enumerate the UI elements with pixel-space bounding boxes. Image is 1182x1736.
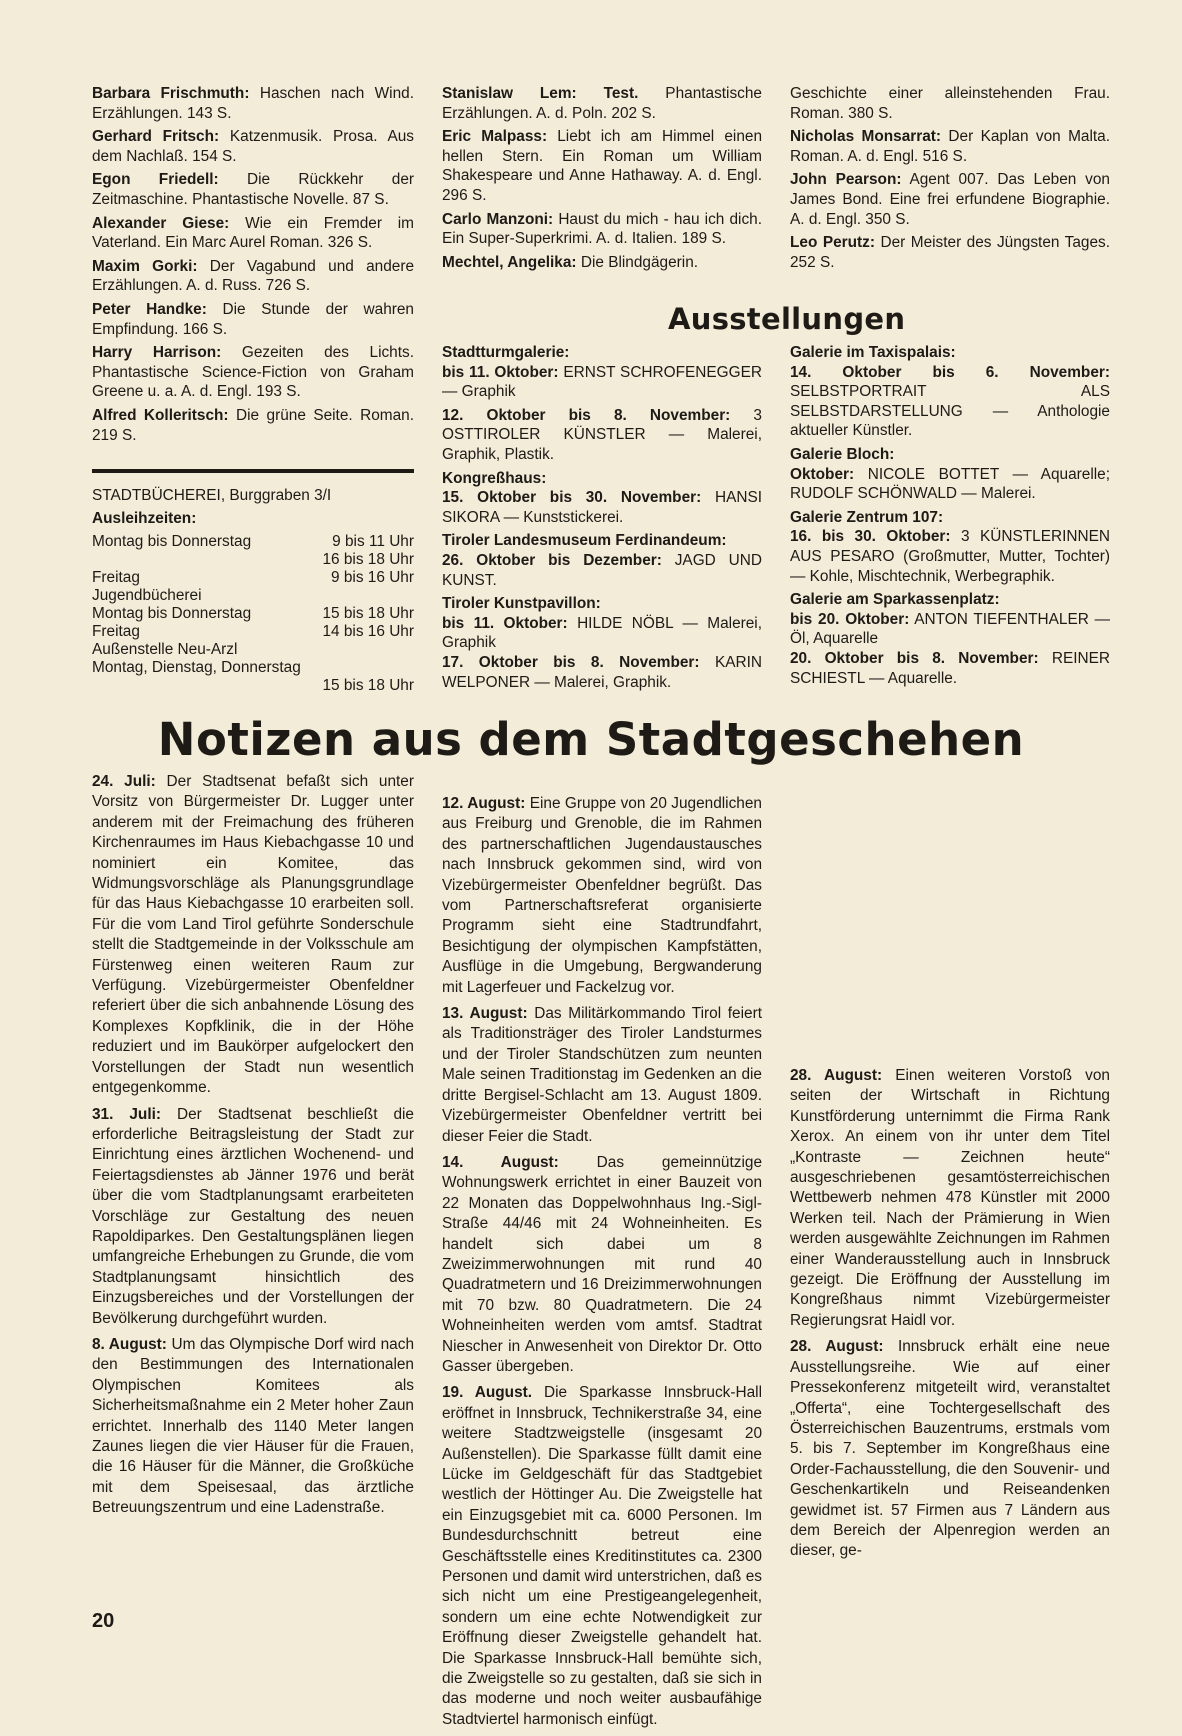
library-hours-heading: Ausleihzeiten:	[92, 510, 197, 527]
notices-column-2	[442, 794, 762, 1736]
library-row: 15 bis 18 Uhr	[322, 677, 414, 694]
exhibition-entry: Tiroler Kunstpavillon: bis 11. Oktober: HILDE NÖBL — Malerei, Graphik 17. Oktober bis 8. November: KARIN WELPONER — Malerei, Graphik.	[442, 595, 763, 691]
book-entry: Peter Handke: Die Stunde der wahren Empfindung. 166 S.	[92, 300, 414, 338]
book-entry: Eric Malpass: Liebt ich am Himmel einen hellen Stern. Ein Roman um William Shakespeare und Anne Hathaway. A. d. Engl. 296 S.	[442, 128, 762, 204]
library-row: Freitag 9 bis 16 Uhr	[92, 569, 414, 586]
library-row: Montag bis Donnerstag 9 bis 11 Uhr	[92, 533, 414, 550]
book-entry: Alfred Kolleritsch: Die grüne Seite. Roman. 219 S.	[92, 406, 414, 444]
book-entry: Harry Harrison: Gezeiten des Lichts. Phantastische Science-Fiction von Graham Greene u. a. A. d. Engl. 193 S.	[92, 344, 414, 401]
exhibition-entry: Galerie am Sparkassenplatz: bis 20. Oktober: ANTON TIEFENTHALER — Öl, Aquarelle 20. Oktober bis 8. November: REINER SCHIESTL — Aquarelle.	[790, 591, 1110, 687]
exhibition-entry: Kongreßhaus: 15. Oktober bis 30. November: HANSI SIKORA — Kunststickerei.	[442, 469, 762, 526]
book-entry: Nicholas Monsarrat: Der Kaplan von Malta. Roman. A. d. Engl. 516 S.	[790, 128, 1110, 165]
library-row: Jugendbücherei	[92, 587, 202, 604]
library-row: Montag, Dienstag, Donnerstag	[92, 659, 301, 676]
book-entry: Leo Perutz: Der Meister des Jüngsten Tages. 252 S.	[790, 234, 1110, 271]
book-entry: Maxim Gorki: Der Vagabund und andere Erzählungen. A. d. Russ. 726 S.	[92, 257, 415, 295]
book-column-1	[92, 84, 414, 449]
exhibition-entry: Galerie Bloch: Oktober: NICOLE BOTTET — Aquarelle; RUDOLF SCHÖNWALD — Malerei.	[790, 445, 1110, 503]
exhibition-entry: Stadtturmgalerie: bis 11. Oktober: ERNST SCHROFENEGGER — Graphik	[442, 344, 763, 401]
book-column-3	[790, 84, 1110, 276]
library-title: STADTBÜCHEREI, Burggraben 3/I	[92, 487, 332, 504]
book-entry: Gerhard Fritsch: Katzenmusik. Prosa. Aus dem Nachlaß. 154 S.	[92, 128, 414, 165]
page-number: 20	[92, 1610, 115, 1632]
notice-entry: 19. August. Die Sparkasse Innsbruck-Hall eröffnet in Innsbruck, Technikerstraße 34, eine weitere Stadtzweigstelle (insgesamt 20 Außenstellen). Die Sparkasse füllt damit eine Lücke im Geldgeschäft für das Stadtgebiet westlich der Höttinger Au. Die Zweigstelle hat ein Einzugsgebiet mit ca. 6000 Personen. Im Bundesdurchschnitt betreut eine Geschäftsstelle eines Kreditinstitutes ca. 2300 Personen und damit wird unterstrichen, daß es sich nicht um eine Prestigeangelegenheit, sondern um eine echte Notwendigkeit zur Eröffnung dieser Zweigstelle gehandelt hat. Die Sparkasse Innsbruck-Hall bemühte sich, die Zweigstelle so zu gestalten, daß sie sich in das moderne und noch weiter ausbaufähige Stadtviertel harmonisch einfügt.	[442, 1384, 762, 1728]
notice-entry: 24. Juli: Der Stadtsenat befaßt sich unter Vorsitz von Bürgermeister Dr. Lugger unter anderem mit der Freimachung des früheren Kirchenraumes im Haus Kiebachgasse 10 und nominiert ein Komitee, das Widmungsvorschläge als Planungsgrundlage für das Haus Kiebachgasse 10 erarbeiten soll. Für die vom Land Tirol geführte Sonderschule stellt die Stadtgemeinde in der Volksschule am Fürstenweg einen weiteren Raum zur Verfügung. Vizebürgermeister Obenfeldner referiert über die sich anbahnende Lösung des Komplexes Kopfklinik, die in der Höhe reduziert und im Baukörper aufgelockert den Vorstellungen der Stadt nun wesentlich entgegenkomme.	[92, 773, 414, 1097]
library-row: Freitag 14 bis 16 Uhr	[92, 623, 414, 640]
notice-entry: 28. August: Innsbruck erhält eine neue Ausstellungsreihe. Wie auf einer Pressekonferenz mitgeteilt wird, veranstaltet „Offerta“, eine Tochtergesellschaft des Österreichischen Bauzentrums, erstmals vom 5. bis 7. September im Kongreßhaus eine Order-Fachausstellung, die den Souvenir- und Geschenkartikeln und Reiseandenken gewidmet ist. 57 Firmen aus 7 Ländern aus dem Bereich der Alpenregion werden an dieser, ge-	[790, 1338, 1110, 1560]
exhibitions-heading: Ausstellungen	[668, 302, 906, 336]
book-entry: Egon Friedell: Die Rückkehr der Zeitmaschine. Phantastische Novelle. 87 S.	[92, 171, 415, 208]
book-entry: Barbara Frischmuth: Haschen nach Wind. Erzählungen. 143 S.	[92, 85, 415, 122]
exhibitions-column-2	[790, 343, 1110, 692]
library-row: 16 bis 18 Uhr	[322, 551, 414, 568]
exhibition-entry: 12. Oktober bis 8. November: 3 OSTTIROLER KÜNSTLER — Malerei, Graphik, Plastik.	[442, 406, 762, 463]
notices-column-1	[92, 772, 414, 1525]
notices-heading: Notizen aus dem Stadtgeschehen	[157, 713, 1025, 766]
library-row: Montag bis Donnerstag 15 bis 18 Uhr	[92, 605, 414, 622]
book-entry: Alexander Giese: Wie ein Fremder im Vaterland. Ein Marc Aurel Roman. 326 S.	[92, 214, 414, 252]
notice-entry: 8. August: Um das Olympische Dorf wird nach den Bestimmungen des Internationalen Olympischen Komitees als Sicherheitsmaßnahme ein 2 Meter hoher Zaun errichtet. Innerhalb des 1140 Meter langen Zaunes liegen die vier Häuser für die Frauen, die 16 Häuser für die Männer, die Großküche mit dem Speisesaal, das ärztliche Betreuungszentrum und eine Ladenstraße.	[92, 1335, 414, 1517]
exhibition-entry: Galerie im Taxispalais: 14. Oktober bis 6. November: SELBSTPORTRAIT ALS SELBSTDARSTELLUNG — Anthologie aktueller Künstler.	[790, 344, 1110, 440]
book-entry: Stanislaw Lem: Test. Phantastische Erzählungen. A. d. Poln. 202 S.	[442, 85, 762, 122]
notice-entry: 14. August: Das gemeinnützige Wohnungswerk errichtet in einer Bauzeit von 22 Monaten das Doppelwohnhaus Ing.-Sigl-Straße 44/46 mit 24 Wohneinheiten. Es handelt sich dabei um 8 Zweizimmerwohnungen mit rund 40 Quadratmetern und 16 Dreizimmerwohnungen mit 70 bzw. 80 Quadratmetern. Die 24 Wohneinheiten werden vom amtsf. Stadtrat Niescher in Anwesenheit von Direktor Dr. Otto Gasser übergeben.	[442, 1153, 762, 1375]
exhibition-entry: Galerie Zentrum 107: 16. bis 30. Oktober: 3 KÜNSTLERINNEN AUS PESARO (Großmutter, Mutter, Tochter) — Kohle, Mischtechnik, Werbegraphik.	[790, 508, 1110, 585]
book-entry: Geschichte einer alleinstehenden Frau. Roman. 380 S.	[790, 85, 1110, 122]
book-column-2	[442, 84, 762, 276]
book-entry: Mechtel, Angelika: Die Blindgägerin.	[442, 253, 699, 271]
divider	[92, 469, 414, 473]
notice-entry: 28. August: Einen weiteren Vorstoß von seiten der Wirtschaft in Richtung Kunstförderung unternimmt die Firma Rank Xerox. An einem von ihr unter dem Titel „Kontraste — Zeichnen heute“ ausgeschriebenen gesamtösterreichischen Wettbewerb nehmen 478 Künstler mit 2000 Werken teil. Nach der Prämierung in Wien werden ausgewählte Zeichnungen im Rahmen einer Wanderausstellung auch in Innsbruck gezeigt. Die Eröffnung der Ausstellung im Kongreßhaus nimmt Vizebürgermeister Regierungsrat Haidl vor.	[790, 1067, 1110, 1329]
notices-column-3	[790, 1066, 1110, 1568]
book-entry: John Pearson: Agent 007. Das Leben von James Bond. Eine frei erfundene Biographie. A. d. Engl. 350 S.	[790, 171, 1110, 228]
book-entry: Carlo Manzoni: Haust du mich - hau ich dich. Ein Super-Superkrimi. A. d. Italien. 189 S.	[442, 210, 762, 248]
library-row: Außenstelle Neu-Arzl	[92, 641, 238, 658]
notice-entry: 13. August: Das Militärkommando Tirol feiert als Traditionsträger des Tiroler Landsturmes und der Tiroler Standschützen zum neunten Male seinen Traditionstag im Gedenken an die dritte Bergisel-Schlacht am 13. August 1809. Vizebürgermeister Obenfeldner vertritt bei dieser Feier die Stadt.	[442, 1005, 762, 1145]
library-info	[92, 487, 414, 695]
exhibition-entry: Tiroler Landesmuseum Ferdinandeum: 26. Oktober bis Dezember: JAGD UND KUNST.	[442, 532, 762, 589]
exhibitions-column-1	[442, 343, 762, 696]
notice-entry: 12. August: Eine Gruppe von 20 Jugendlichen aus Freiburg und Grenoble, die im Rahmen des partnerschaftlichen Jugendaustausches nach Innsbruck gekommen sind, wird von Vizebürgermeister Obenfeldner begrüßt. Das vom Partnerschaftsreferat organisierte Programm sieht eine Stadtrundfahrt, Besichtigung der olympischen Kampfstätten, Ausflüge in die Umgebung, Bergwanderung mit Lagerfeuer und Fackelzug vor.	[442, 795, 762, 996]
notice-entry: 31. Juli: Der Stadtsenat beschließt die erforderliche Beitragsleistung der Stadt zur Einrichtung eines ärztlichen Wochenend- und Feiertagsdienstes ab Jänner 1976 und berät über die vom Stadtplanungsamt erarbeiteten Vorschläge zur Gestaltung des neuen Rapoldiparkes. Den Gestaltungsplänen liegen umfangreiche Erhebungen zu Grunde, die vom Stadtplanungsamt hinsichtlich des Einzugsbereiches und der Vorstellungen der Bevölkerung durchgeführt wurden.	[92, 1105, 414, 1327]
